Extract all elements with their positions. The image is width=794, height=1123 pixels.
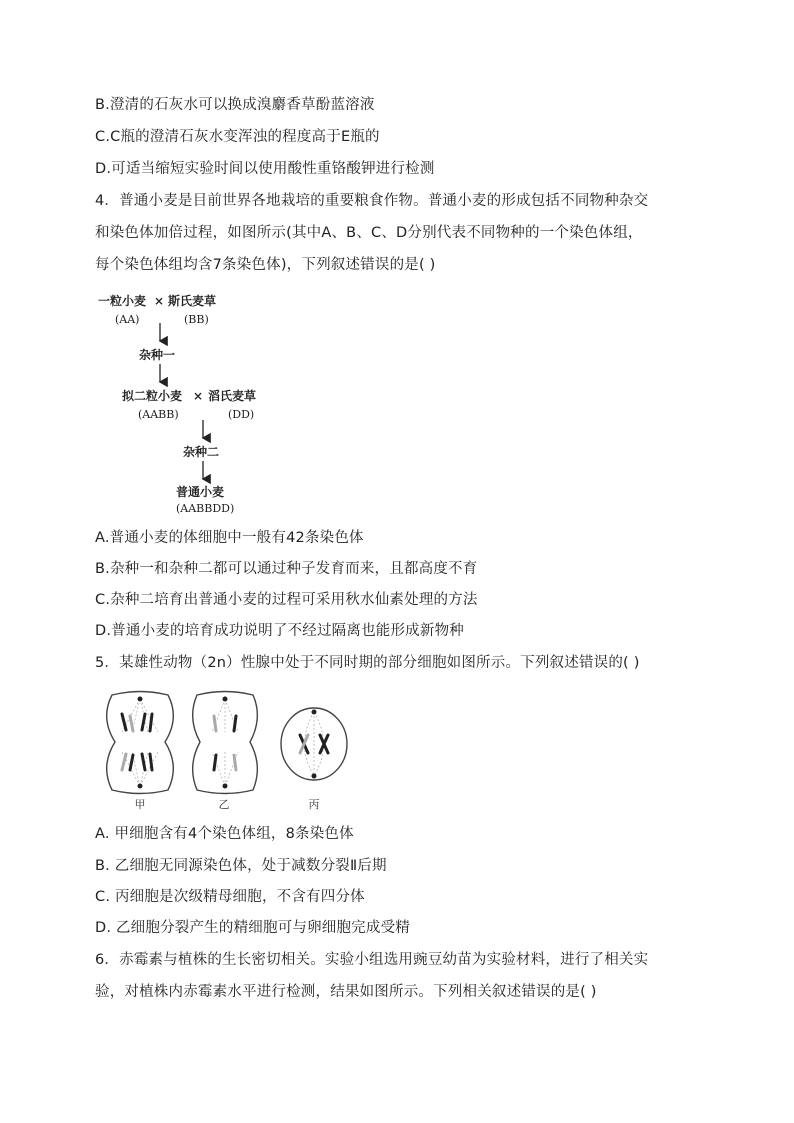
common-wheat: 普通小麦 xyxy=(176,485,225,499)
prev-option-d: D.可适当缩短实验时间以使用酸性重铬酸钾进行检测 xyxy=(95,161,435,177)
hybrid-one: 杂种一 xyxy=(139,348,176,362)
q6-stem-line-2: 验，对植株内赤霉素水平进行检测，结果如图所示。下列相关叙述错误的是( ) xyxy=(95,984,597,1000)
genome-aabbdd: (AABBDD) xyxy=(176,502,235,515)
hybrid-two: 杂种二 xyxy=(183,445,220,459)
genome-bb: (BB) xyxy=(184,313,209,326)
species-einkorn: 一粒小麦 xyxy=(98,294,147,308)
species-aegilops-speltoides: 斯氏麦草 xyxy=(168,294,217,308)
q4-option-a: A.普通小麦的体细胞中一般有42条染色体 xyxy=(95,530,364,546)
q5-option-c: C. 丙细胞是次级精母细胞，不含有四分体 xyxy=(95,889,365,905)
q5-option-a: A. 甲细胞含有4个染色体组，8条染色体 xyxy=(95,826,354,842)
prev-option-c: C.C瓶的澄清石灰水变浑浊的程度高于E瓶的 xyxy=(95,129,380,145)
genome-dd: (DD) xyxy=(228,408,255,421)
q4-stem-line-2: 和染色体加倍过程，如图所示(其中A、B、C、D分别代表不同物种的一个染色体组， xyxy=(95,225,643,241)
q5-stem: 5．某雄性动物（2n）性腺中处于不同时期的部分细胞如图所示。下列叙述错误的( ) xyxy=(95,655,640,671)
q4-stem-line-1: 4．普通小麦是目前世界各地栽培的重要粮食作物。普通小麦的形成包括不同物种杂交 xyxy=(95,193,649,209)
q4-option-d: D.普通小麦的培育成功说明了不经过隔离也能形成新物种 xyxy=(95,623,464,639)
cross-symbol-1: × xyxy=(154,294,165,308)
species-aegilops-tauschii: 滔氏麦草 xyxy=(208,389,257,403)
label-yi: 乙 xyxy=(218,798,230,811)
genome-aabb: (AABB) xyxy=(138,408,179,421)
cell-bing xyxy=(281,708,347,780)
q6-stem-line-1: 6．赤霉素与植株的生长密切相关。实验小组选用豌豆幼苗为实验材料，进行了相关实 xyxy=(95,952,649,968)
label-jia: 甲 xyxy=(134,798,146,811)
cell-jia xyxy=(107,692,174,794)
cross-symbol-2: × xyxy=(193,389,204,403)
species-emmer-like: 拟二粒小麦 xyxy=(122,389,183,403)
q4-option-c: C.杂种二培育出普通小麦的过程可采用秋水仙素处理的方法 xyxy=(95,592,478,608)
genome-aa: (AA) xyxy=(115,313,140,326)
prev-option-b: B.澄清的石灰水可以换成溴麝香草酚蓝溶液 xyxy=(95,97,375,113)
q4-stem-line-3: 每个染色体组均含7条染色体)，下列叙述错误的是( ) xyxy=(95,257,436,273)
q4-option-b: B.杂种一和杂种二都可以通过种子发育而来，且都高度不育 xyxy=(95,561,478,577)
q5-option-b: B. 乙细胞无同源染色体，处于减数分裂Ⅱ后期 xyxy=(95,858,387,874)
cell-yi xyxy=(193,692,258,794)
q5-option-d: D. 乙细胞分裂产生的精细胞可与卵细胞完成受精 xyxy=(95,920,410,936)
label-bing: 丙 xyxy=(308,798,320,811)
